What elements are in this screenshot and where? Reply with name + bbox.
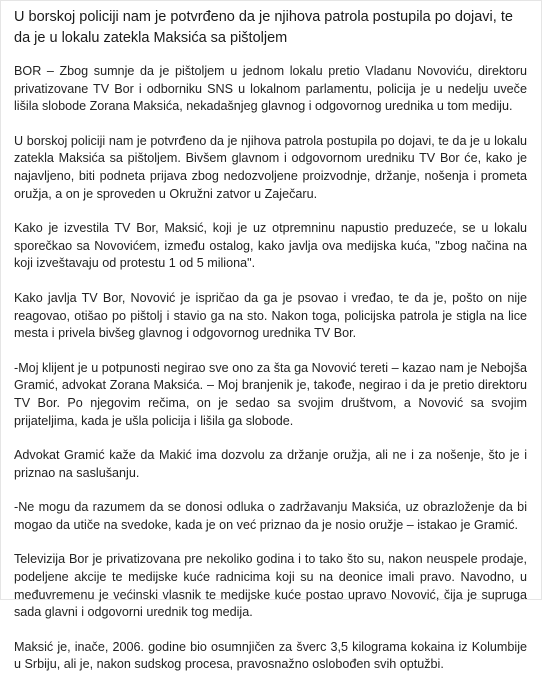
article-paragraph: Maksić je, inače, 2006. godine bio osumnjičen za šverc 3,5 kilograma kokaina iz Kolumbije u Srbiju, ali je, nakon sudskog procesa, pravosnažno oslobođen svih optužbi. — [14, 639, 527, 672]
article-paragraph: Kako je izvestila TV Bor, Maksić, koji je uz otpremninu napustio preduzeće, se u lokalu sporečkao sa Novovićem, između ostalog, kako javlja ova medijska kuća, "zbog načina na koji izveštavaju od protestu 1 od 5 miliona". — [14, 221, 527, 271]
article-paragraph: Televizija Bor je privatizovana pre nekoliko godina i to tako što su, nakon neuspele prodaje, podeljene akcije te medijske kuće radnicima koji su na deonice imali pravo. Navodno, u međuvremenu je većinski vlasnik te medijske kuće postao upravo Novović, čija je supruga sada glavni i odgovorni urednik tog medija. — [14, 552, 527, 620]
article-paragraph: Advokat Gramić kaže da Makić ima dozvolu za držanje oružja, ali ne i za nošenje, što je i priznao na saslušanju. — [14, 448, 527, 480]
article-paragraph: BOR – Zbog sumnje da je pištoljem u jednom lokalu pretio Vladanu Novoviću, direktoru privatizovane TV Bor i odborniku SNS u lokalnom parlamentu, policija je u nedelju uveče lišila slobode Zorana Maksića, nekadašnjeg glavnog i odgovornog urednika u tom mediju. — [14, 64, 527, 114]
article-headline: U borskoj policiji nam je potvrđeno da je njihova patrola postupila po dojavi, te da je u lokalu zatekla Maksića sa pištoljem — [14, 9, 513, 46]
article-paragraph: -Moj klijent je u potpunosti negirao sve ono za šta ga Novović tereti – kazao nam je Nebojša Gramić, advokat Zorana Maksića. – Moj branjenik je, takođe, negirao i da je pretio direktoru TV Bor. Po njegovim rečima, on je sedao sa svojim društvom, a Novović sa svojim prijateljima, kada je ušla policija i lišila ga slobode. — [14, 360, 527, 428]
article-paragraph: -Ne mogu da razumem da se donosi odluka o zadržavanju Maksića, uz obrazloženje da bi mogao da utiče na svedoke, kada je on već priznao da je nosio oružje – istakao je Gramić. — [14, 500, 527, 532]
article-paragraph: U borskoj policiji nam je potvrđeno da je njihova patrola postupila po dojavi, te da je u lokalu zatekla Maksića sa pištoljem. Bivšem glavnom i odgovornom uredniku TV Bor će, kako je najavljeno, biti podneta prijava zbog nedozvoljene proizvodnje, držanje, nošenja i prometa oružja, a on je sproveden u Okružni zatvor u Zaječaru. — [14, 133, 527, 201]
article-paragraph: Kako javlja TV Bor, Novović je ispričao da ga je psovao i vređao, te da je, pošto on nije reagovao, otišao po pištolj i stavio ga na sto. Nakon toga, policijska patrola je stigla na lice mesta i privela bivšeg glavnog i odgovornog urednika TV Bor. — [14, 290, 527, 341]
